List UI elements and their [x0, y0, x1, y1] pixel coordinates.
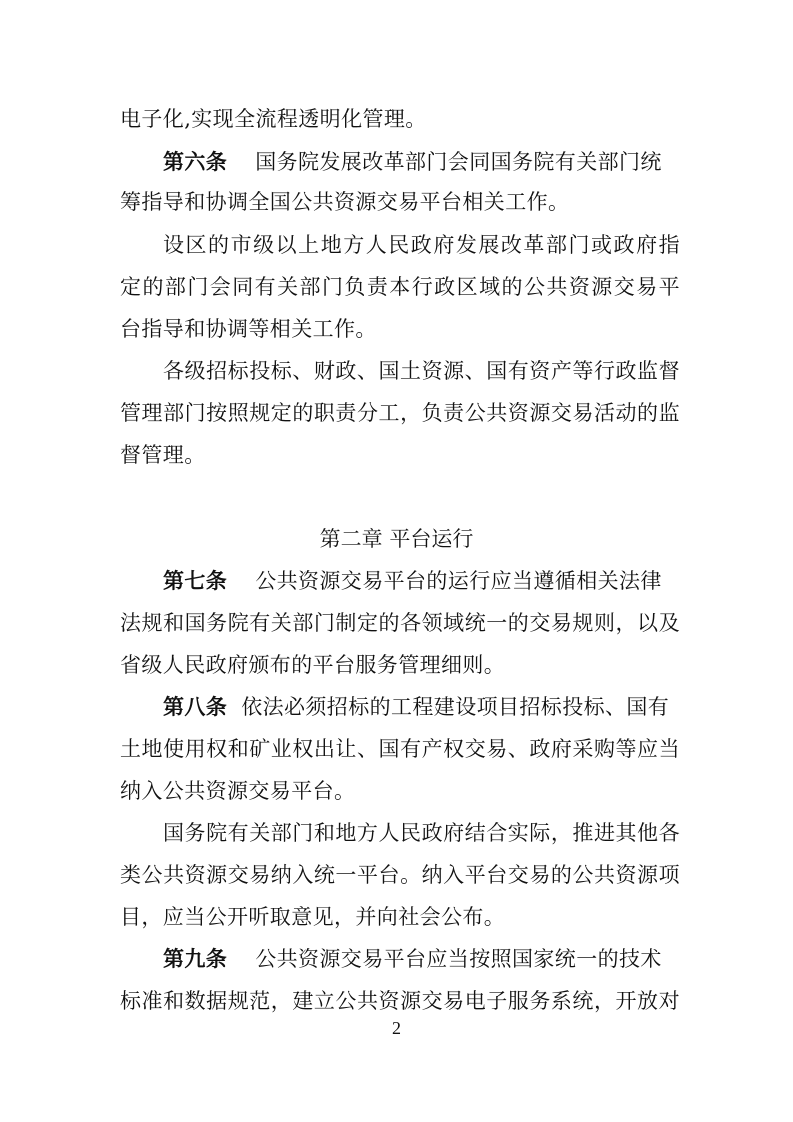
page-number: 2: [392, 1018, 401, 1038]
article-9-label: 第九条: [163, 946, 228, 971]
article-8-label: 第八条: [163, 694, 228, 719]
article-6-text: 国务院发展改革部门会同国务院有关部门统: [255, 150, 662, 174]
article-9-first-line: [163, 944, 680, 974]
text-line: 督管理。: [120, 443, 206, 467]
text-line: 台指导和协调等相关工作。: [120, 317, 377, 341]
text-line: 省级人民政府颁布的平台服务管理细则。: [120, 653, 506, 677]
text-line: 国务院有关部门和地方人民政府结合实际，推进其他各: [163, 821, 680, 845]
text-line: 管理部门按照规定的职责分工，负责公共资源交易活动的监: [120, 401, 680, 425]
article-7-label: 第七条: [163, 568, 228, 593]
chapter-title: 第二章 平台运行: [319, 527, 474, 551]
article-8-first-line: [163, 692, 680, 722]
article-6-first-line: [163, 147, 680, 177]
text-line: 各级招标投标、财政、国土资源、国有资产等行政监督: [163, 359, 680, 383]
text-line: 法规和国务院有关部门制定的各领域统一的交易规则，以及: [120, 611, 680, 635]
text-line: 类公共资源交易纳入统一平台。纳入平台交易的公共资源项: [120, 863, 680, 887]
article-7-first-line: [163, 566, 680, 596]
text-line: 纳入公共资源交易平台。: [120, 779, 356, 803]
text-line: 定的部门会同有关部门负责本行政区域的公共资源交易平: [120, 275, 680, 299]
text-line: 目，应当公开听取意见，并向社会公布。: [120, 905, 506, 929]
article-9-text: 公共资源交易平台应当按照国家统一的技术: [255, 947, 662, 971]
text-line: 设区的市级以上地方人民政府发展改革部门或政府指: [163, 233, 680, 257]
text-line: 电子化,实现全流程透明化管理。: [120, 107, 427, 131]
article-8-text: 依法必须招标的工程建设项目招标投标、国有: [241, 695, 670, 719]
text-line: 标准和数据规范，建立公共资源交易电子服务系统，开放对: [120, 989, 680, 1013]
text-line: 筹指导和协调全国公共资源交易平台相关工作。: [120, 190, 570, 214]
text-line: 土地使用权和矿业权出让、国有产权交易、政府采购等应当: [120, 737, 680, 761]
article-7-text: 公共资源交易平台的运行应当遵循相关法律: [255, 569, 662, 593]
article-6-label: 第六条: [163, 149, 228, 174]
